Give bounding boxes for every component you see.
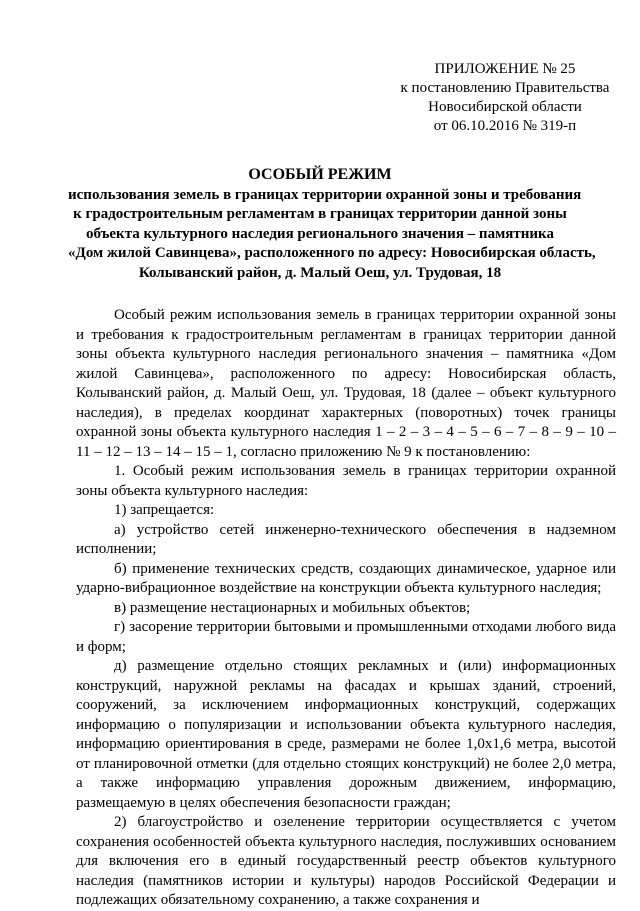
item-1-paragraph: 1. Особый режим использования земель в границах территории охранной зоны объекта культурного наследия: (76, 463, 616, 499)
subitem-a-paragraph: а) устройство сетей инженерно-технического обеспечения в надземном исполнении; (76, 521, 616, 557)
subitem-g-paragraph: г) засорение территории бытовыми и промышленными отходами любого вида и форм; (76, 619, 616, 655)
appendix-reference: к постановлению Правительства (400, 80, 610, 96)
heading-line-2: к градостроительным регламентам в границах территории данной зоны (73, 206, 567, 222)
subitem-d-paragraph: д) размещение отдельно стоящих рекламных и (или) информационных конструкций, наружной рекламы на фасадах и крышах зданий, строений, сооружений, за исключением информационных конструкций, содержащих информацию о популяризации и использовании объекта культурного наследия, информацию ориентирования в среде, размерами не более 1,0x1,6 метра, высотой от планировочной отметки (для отдельно стоящих конструкций) не более 2,0 метра, а также информацию управления дорожным движением, информацию, размещаемую в целях обеспечения безопасности граждан; (76, 658, 616, 811)
appendix-block (390, 60, 620, 136)
document-body (76, 306, 616, 911)
heading-line-1: использования земель в границах территории охранной зоны и требования (68, 186, 582, 203)
document-heading (68, 165, 596, 283)
appendix-region: Новосибирской области (428, 99, 582, 115)
heading-line-5: Колыванский район, д. Малый Оеш, ул. Трудовая, 18 (138, 264, 502, 281)
subitem-b-paragraph: б) применение технических средств, создающих динамическое, ударное или ударно-вибрационное воздействие на конструкции объекта культурного наследия; (76, 560, 616, 596)
appendix-number: ПРИЛОЖЕНИЕ № 25 (434, 61, 576, 77)
document-title: ОСОБЫЙ РЕЖИМ (248, 166, 392, 183)
intro-paragraph: Особый режим использования земель в границах территории охранной зоны и требования к градостроительным регламентам в границах территории данной зоны объекта культурного наследия регионального значения – памятника «Дом жилой Савинцева», расположенного по адресу: Новосибирская область, Колыванский район, д. Малый Оеш, ул. Трудовая, 18 (далее – объект культурного наследия), в пределах координат характерных (поворотных) точек границы охранной зоны объекта культурного наследия 1 – 2 – 3 – 4 – 5 – 6 – 7 – 8 – 9 – 10 – 11 – 12 – 13 – 14 – 15 – 1, согласно приложению № 9 к постановлению: (76, 307, 616, 460)
subitem-1-paragraph: 1) запрещается: (114, 502, 215, 518)
heading-line-3: объекта культурного наследия регионального значения – памятника (86, 225, 554, 242)
subitem-v-paragraph: в) размещение нестационарных и мобильных объектов; (114, 599, 471, 616)
appendix-date: от 06.10.2016 № 319-п (433, 118, 577, 134)
subitem-2-paragraph: 2) благоустройство и озеленение территории осуществляется с учетом сохранения особенностей объекта культурного наследия, послуживших основанием для включения его в единый государственный реестр объектов культурного наследия (памятников истории и культуры) народов Российской Федерации и подлежащих обязательному сохранению, а также сохранения и (76, 814, 616, 908)
heading-line-4: «Дом жилой Савинцева», расположенного по адресу: Новосибирская область, (68, 245, 596, 261)
